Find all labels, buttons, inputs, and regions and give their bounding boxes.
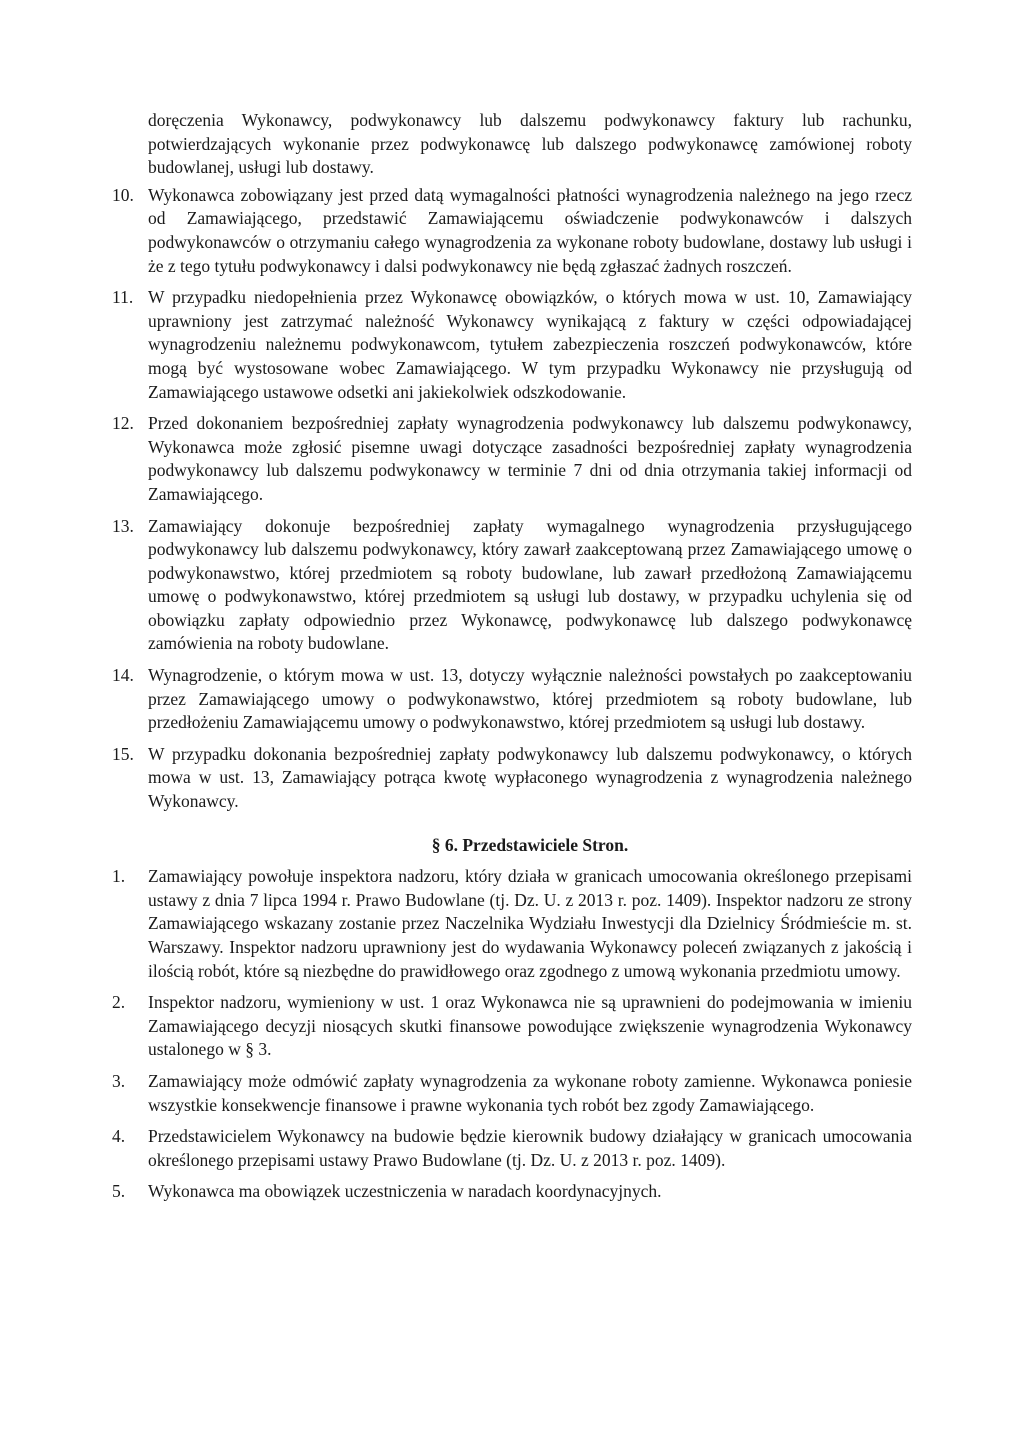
item-number: 15. [112,743,134,764]
list-item-15 [112,743,912,814]
item-number: 1. [112,866,126,887]
section-item-4 [112,1125,912,1172]
section-item-3 [112,1070,912,1117]
section-heading: § 6. Przedstawiciele Stron. [431,834,629,855]
item-number: 11. [112,287,134,308]
list-item-11 [112,286,912,404]
item-number: 2. [112,992,126,1013]
item-text: Przedstawicielem Wykonawcy na budowie będzie kierownik budowy działający w granicach umocowania określonego przepisami ustawy Prawo Budowlane (tj. Dz. U. z 2013 r. poz. 1409). [148,1126,912,1170]
intro-text: doręczenia Wykonawcy, podwykonawcy lub dalszemu podwykonawcy faktury lub rachunku, potwierdzających wykonanie przez podwykonawcę lub dalszego podwykonawcę zamówionej roboty budowlanej, usługi lub dostawy. [148,110,912,178]
list-item-13 [112,515,912,657]
list-item-10 [112,184,912,278]
list-item-12 [112,412,912,506]
item-text: Wykonawca ma obowiązek uczestniczenia w naradach koordynacyjnych. [148,1181,662,1202]
item-number: 3. [112,1070,126,1091]
item-text: W przypadku niedopełnienia przez Wykonawcę obowiązków, o których mowa w ust. 10, Zamawiający uprawniony jest zatrzymać należność Wykonawcy wynikającą z faktury w części odpowiadającej wynagrodzeniu należnemu podwykonawcom, tytułem zabezpieczenia roszczeń podwykonawców, które mogą być wystosowane wobec Zamawiającego. W tym przypadku Wykonawcy nie przysługują od Zamawiającego ustawowe odsetki ani jakiekolwiek odszkodowanie. [148,287,912,402]
section-item-5 [112,1180,912,1204]
section-item-2 [112,991,912,1062]
item-text: Wynagrodzenie, o którym mowa w ust. 13, dotyczy wyłącznie należności powstałych po zaakceptowaniu przez Zamawiającego umowy o podwykonawstwo, której przedmiotem są roboty budowlane, lub przedłożeniu Zamawiającemu umowy o podwykonawstwo, której przedmiotem są usługi lub dostawy. [148,665,912,733]
item-number: 13. [112,515,134,536]
item-number: 4. [112,1126,126,1147]
item-text: Przed dokonaniem bezpośredniej zapłaty wynagrodzenia podwykonawcy lub dalszemu podwykonawcy, Wykonawca może zgłosić pisemne uwagi dotyczące zasadności bezpośredniej zapłaty wynagrodzenia podwykonawcy lub dalszemu podwykonawcy w terminie 7 dni od dnia otrzymania takiej informacji od Zamawiającego. [148,413,912,504]
item-text: Zamawiający może odmówić zapłaty wynagrodzenia za wykonane roboty zamienne. Wykonawca poniesie wszystkie konsekwencje finansowe i prawne wykonania tych robót bez zgody Zamawiającego. [148,1070,912,1115]
item-text: W przypadku dokonania bezpośredniej zapłaty podwykonawcy lub dalszemu podwykonawcy, o których mowa w ust. 13, Zamawiający potrąca kwotę wypłaconego wynagrodzenia z wynagrodzenia należnego Wykonawcy. [148,743,912,812]
item-text: Wykonawca zobowiązany jest przed datą wymagalności płatności wynagrodzenia należnego na jego rzecz od Zamawiającego, przedstawić Zamawiającemu oświadczenie podwykonawców i dalszych podwykonawców o otrzymaniu całego wynagrodzenia za wykonane roboty budowlane, dostawy lub usługi i że z tego tytułu podwykonawcy i dalsi podwykonawcy nie będą zgłaszać żadnych roszczeń. [148,184,912,276]
item-number: 14. [112,665,134,686]
list-item-14 [112,664,912,735]
item-number: 12. [112,413,134,434]
document-page [112,109,912,1204]
section-item-1 [112,865,912,983]
item-number: 10. [112,184,134,205]
item-number: 5. [112,1181,126,1202]
intro-paragraph [148,109,912,180]
item-text: Inspektor nadzoru, wymieniony w ust. 1 oraz Wykonawca nie są uprawnieni do podejmowania w imieniu Zamawiającego decyzji niosących skutki finansowe powodujące zwiększenie wynagrodzenia Wykonawcy ustalonego w § 3. [148,992,912,1060]
item-text: Zamawiający dokonuje bezpośredniej zapłaty wymagalnego wynagrodzenia przysługującego podwykonawcy lub dalszemu podwykonawcy, który zawarł zaakceptowaną przez Zamawiającego umowę o podwykonawstwo, której przedmiotem są roboty budowlane, lub zawarł przedłożoną Zamawiającemu umowę o podwykonawstwo, której przedmiotem są usługi lub dostawy, w przypadku uchylenia się od obowiązku zapłaty odpowiednio przez Wykonawcę, podwykonawcę lub dalszego podwykonawcę zamówienia na roboty budowlane. [148,515,912,654]
item-text: Zamawiający powołuje inspektora nadzoru, który działa w granicach umocowania określonego przepisami ustawy z dnia 7 lipca 1994 r. Prawo Budowlane (tj. Dz. U. z 2013 r. poz. 1409). Inspektor nadzoru ze strony Zamawiającego wskazany zostanie przez Naczelnika Wydziału Inwestycji dla Dzielnicy Śródmieście m. st. Warszawy. Inspektor nadzoru uprawniony jest do wydawania Wykonawcy poleceń związanych z jakością i ilością robót, które są niezbędne do prawidłowego oraz zgodnego z umową wykonania przedmiotu umowy. [148,866,912,981]
